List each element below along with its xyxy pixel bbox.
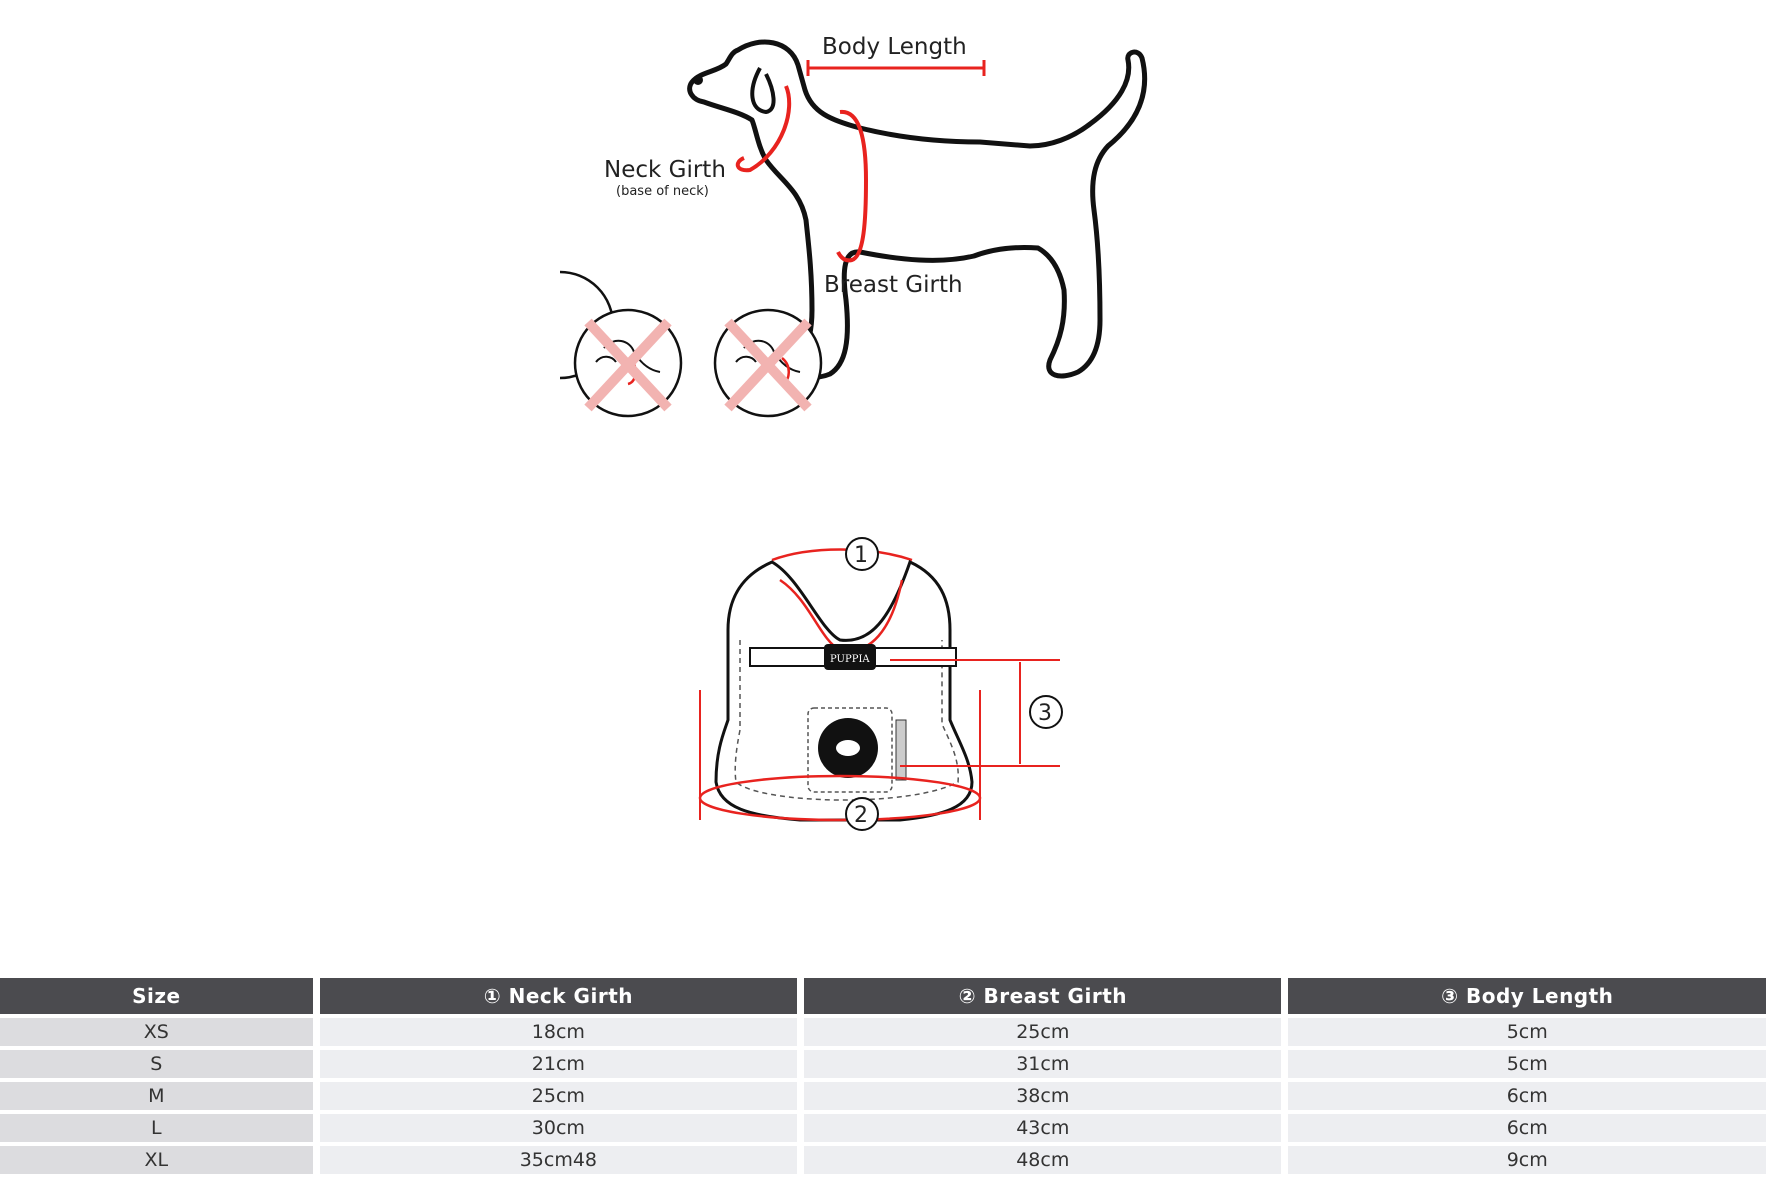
neck-girth-cell: 35cm48 bbox=[320, 1146, 797, 1174]
size-chart-table bbox=[0, 974, 1773, 1178]
table-row bbox=[0, 1114, 1766, 1142]
harness-measurement-diagram bbox=[680, 520, 1120, 940]
neck-girth-note: (base of neck) bbox=[616, 184, 709, 199]
body-length-bar bbox=[808, 60, 984, 76]
breast-girth-cell: 38cm bbox=[804, 1082, 1281, 1110]
table-row bbox=[0, 1018, 1766, 1046]
neck-girth-label: Neck Girth bbox=[604, 157, 726, 183]
breast-girth-label: Breast Girth bbox=[824, 272, 963, 298]
size-cell: XL bbox=[0, 1146, 313, 1174]
neck-measure-arc bbox=[772, 550, 912, 561]
header-breast-girth: ② Breast Girth bbox=[804, 978, 1281, 1014]
neck-girth-cell: 30cm bbox=[320, 1114, 797, 1142]
neck-girth-cell: 21cm bbox=[320, 1050, 797, 1078]
neck-girth-cell: 18cm bbox=[320, 1018, 797, 1046]
incorrect-example-2 bbox=[715, 310, 821, 416]
neck-girth-cell: 25cm bbox=[320, 1082, 797, 1110]
incorrect-examples bbox=[568, 300, 828, 430]
size-cell: XS bbox=[0, 1018, 313, 1046]
breast-girth-cell: 25cm bbox=[804, 1018, 1281, 1046]
breast-girth-cell: 43cm bbox=[804, 1114, 1281, 1142]
breast-girth-cell: 31cm bbox=[804, 1050, 1281, 1078]
breast-girth-cell: 48cm bbox=[804, 1146, 1281, 1174]
header-neck-girth: ① Neck Girth bbox=[320, 978, 797, 1014]
table-row bbox=[0, 1082, 1766, 1110]
table-row bbox=[0, 1146, 1766, 1174]
body-length-cell: 5cm bbox=[1288, 1018, 1766, 1046]
header-body-length: ③ Body Length bbox=[1288, 978, 1766, 1014]
marker-3: 3 bbox=[1038, 701, 1052, 726]
table-row bbox=[0, 1050, 1766, 1078]
size-cell: M bbox=[0, 1082, 313, 1110]
body-length-cell: 6cm bbox=[1288, 1082, 1766, 1110]
body-length-cell: 5cm bbox=[1288, 1050, 1766, 1078]
body-length-cell: 6cm bbox=[1288, 1114, 1766, 1142]
size-cell: S bbox=[0, 1050, 313, 1078]
size-cell: L bbox=[0, 1114, 313, 1142]
header-size: Size bbox=[0, 978, 313, 1014]
body-length-cell: 9cm bbox=[1288, 1146, 1766, 1174]
marker-2: 2 bbox=[854, 803, 868, 828]
buckle-brand: PUPPIA bbox=[830, 654, 870, 665]
dog-ear bbox=[752, 68, 773, 112]
table-header-row bbox=[0, 978, 1766, 1014]
marker-1: 1 bbox=[854, 543, 868, 568]
incorrect-example-1 bbox=[575, 310, 681, 416]
dog-nose bbox=[693, 75, 703, 85]
neck-girth-line bbox=[738, 86, 789, 170]
body-length-label: Body Length bbox=[822, 34, 967, 60]
breast-girth-line bbox=[838, 112, 866, 260]
